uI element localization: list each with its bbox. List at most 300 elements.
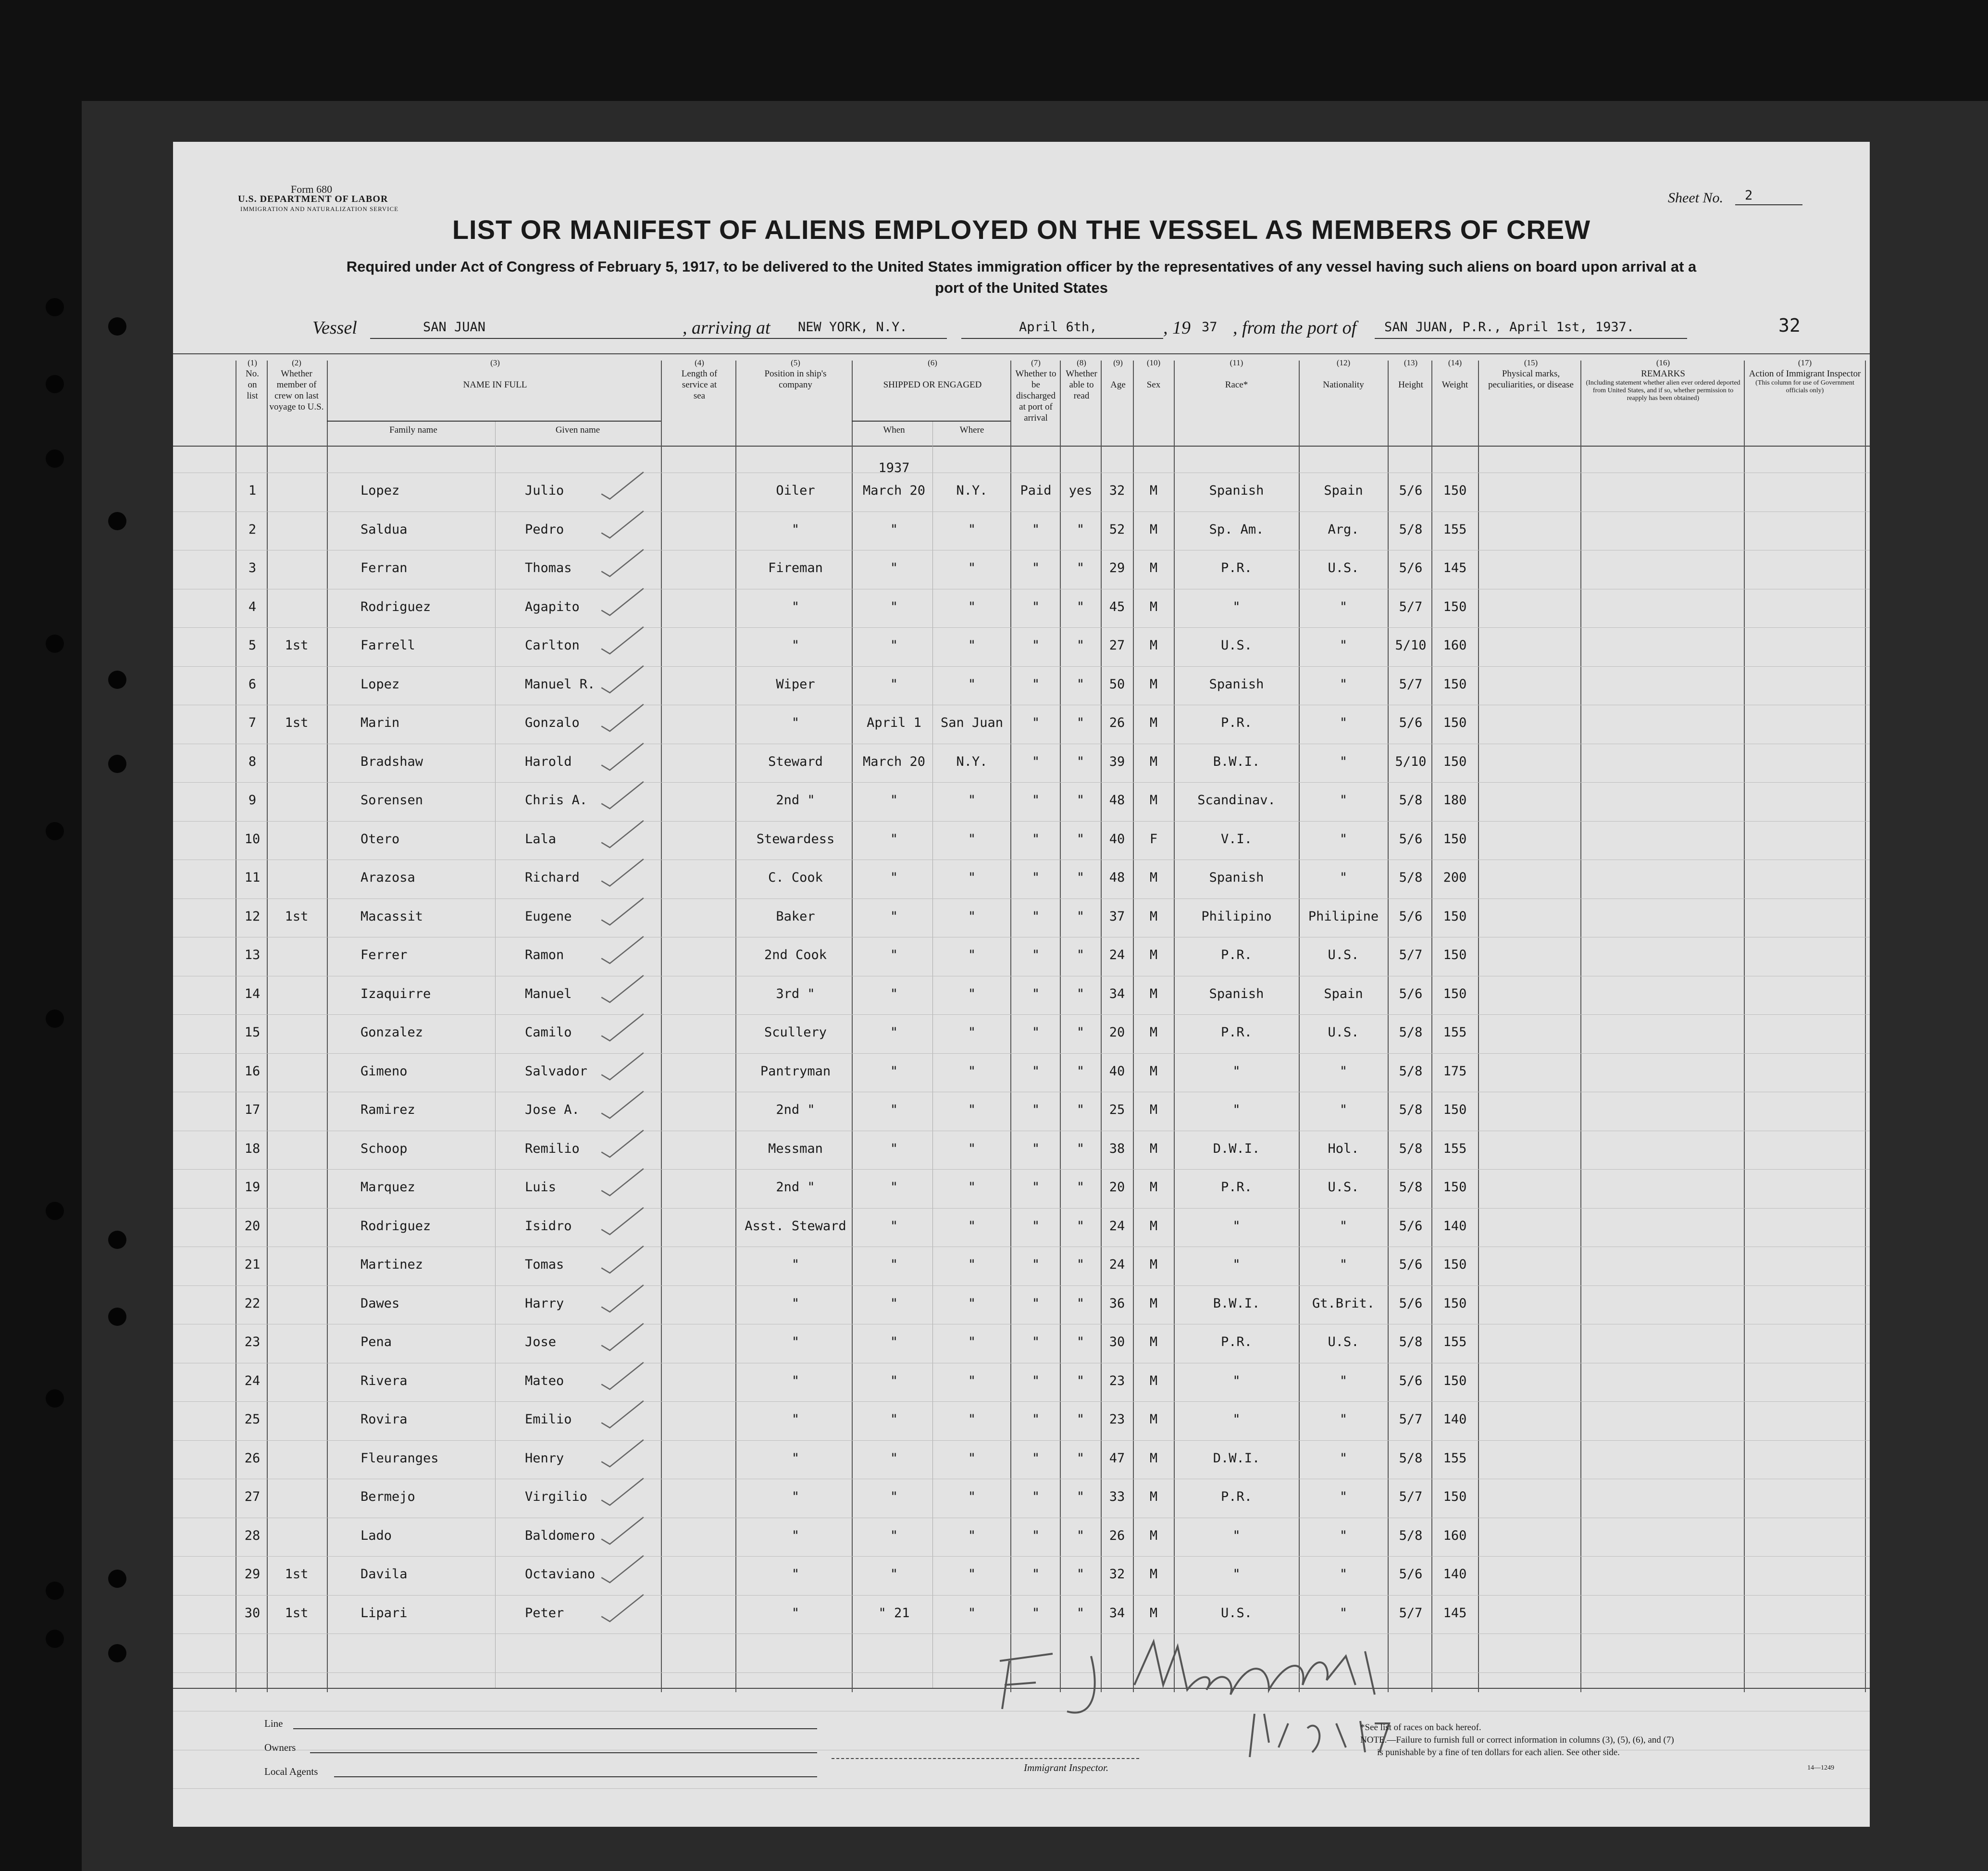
cell-when: April 1 [867,715,921,730]
cell-weight: 145 [1443,561,1467,575]
cell-nationality: " [1339,599,1348,614]
cell-family: Sorensen [360,793,423,808]
cell-when: " [890,1102,898,1117]
col6-when-header: When [883,425,905,435]
cell-given: Octaviano [525,1567,596,1582]
cell-sex: M [1149,1412,1158,1427]
subheader-divider [327,421,661,422]
cell-sex: F [1149,831,1158,847]
cell-sex: M [1149,1567,1158,1582]
check-mark [596,1049,649,1083]
binder-hole [46,1389,64,1408]
cell-read: " [1076,1296,1085,1311]
cell-age: 48 [1109,793,1125,808]
cell-weight: 150 [1443,1489,1467,1504]
cell-height: 5/8 [1399,1450,1423,1466]
cell-no: 30 [244,1605,261,1621]
cell-nationality: Spain [1324,483,1363,498]
cell-age: 25 [1109,1102,1125,1117]
cell-discharged: " [1031,1335,1040,1349]
col9-header [1103,357,1133,390]
cell-family: Marin [360,715,400,730]
binder-hole [46,1202,64,1220]
column-divider [1060,361,1061,1692]
cell-read: " [1076,793,1085,808]
cell-discharged: " [1031,1412,1040,1427]
cell-where: " [968,638,976,653]
cell-when: " [890,1335,898,1349]
cell-when: " [890,676,898,692]
col17-header [1747,357,1863,395]
col1-num: (1) [248,358,257,367]
cell-discharged: " [1031,1102,1040,1117]
cell-discharged: " [1031,1257,1040,1272]
column-divider [1744,361,1745,1692]
cell-no: 10 [244,831,261,847]
cell-weight: 150 [1443,831,1467,847]
cell-age: 32 [1109,1567,1125,1582]
subtitle-line-1: Required under Act of Congress of February 5, 1917, to be delivered to the United States immigration officer by the representatives of any vessel having such aliens on board upon arrival at a [346,258,1697,275]
cell-when: March 20 [862,754,926,769]
cell-discharged: " [1031,793,1040,808]
col8-num: (8) [1077,358,1086,367]
cell-given: Tomas [525,1257,564,1272]
cell-given: Julio [525,483,564,498]
binder-hole [46,298,64,316]
check-mark [596,662,649,696]
cell-when: " [890,1141,898,1156]
cell-weight: 150 [1443,483,1467,498]
cell-when: " [890,1489,898,1504]
cell-read: " [1076,1257,1085,1272]
cell-given: Remilio [525,1141,580,1156]
cell-discharged: " [1031,1141,1040,1156]
cell-family: Gonzalez [360,1025,423,1040]
cell-nationality: " [1339,793,1348,808]
cell-sex: M [1149,483,1158,498]
cell-no: 27 [244,1489,261,1504]
col15-label: Physical marks, peculiarities, or disease [1488,369,1574,390]
col1-label: No. on list [246,369,259,401]
col5-label: Position in ship's company [764,369,827,390]
cell-where: " [968,599,976,614]
check-mark [596,701,649,735]
cell-where: " [968,948,976,962]
cell-where: " [968,1528,976,1543]
cell-when: " [890,1373,898,1388]
cell-height: 5/8 [1399,1180,1423,1195]
cell-race: P.R. [1220,1025,1253,1040]
cell-where: " [968,1489,976,1504]
cell-read: " [1076,1218,1085,1234]
check-mark [596,895,649,928]
check-mark [596,1243,649,1276]
cell-given: Harry [525,1296,564,1311]
binder-hole [108,1231,126,1249]
cell-height: 5/8 [1399,1025,1423,1040]
cell-discharged: Paid [1020,483,1052,498]
row-rule [173,1053,1870,1054]
cell-when: " [890,1218,898,1234]
cell-read: " [1076,1489,1085,1504]
cell-read: " [1076,522,1085,537]
check-mark [596,1088,649,1122]
check-mark [596,778,649,812]
cell-height: 5/8 [1399,1335,1423,1349]
cell-family: Gimeno [360,1063,408,1079]
cell-given: Ramon [525,948,564,962]
cell-read: " [1076,638,1085,653]
cell-position: Oiler [776,483,815,498]
cell-nationality: " [1339,676,1348,692]
cell-race: " [1232,1412,1241,1427]
cell-last: 1st [285,1567,309,1582]
cell-no: 9 [248,793,257,808]
cell-nationality: " [1339,1567,1348,1582]
col9-label: Age [1110,380,1126,390]
cell-given: Thomas [525,561,572,575]
cell-given: Chris A. [525,793,588,808]
cell-discharged: " [1031,1605,1040,1621]
col8-header [1062,357,1101,401]
check-mark [596,1436,649,1470]
cell-read: yes [1069,483,1093,498]
cell-no: 21 [244,1257,261,1272]
cell-family: Rodriguez [360,599,431,614]
cell-where: " [968,522,976,537]
cell-height: 5/6 [1399,483,1423,498]
binder-hole [108,512,126,530]
cell-age: 33 [1109,1489,1125,1504]
owners-field [310,1752,817,1753]
cell-no: 28 [244,1528,261,1543]
owners-label: Owners [264,1742,296,1753]
check-mark [596,1397,649,1431]
cell-height: 5/6 [1399,1296,1423,1311]
cell-position: Scullery [764,1025,827,1040]
cell-weight: 150 [1443,754,1467,769]
cell-weight: 150 [1443,676,1467,692]
cell-position: Pantryman [760,1063,831,1079]
cell-when: " [890,1257,898,1272]
cell-age: 23 [1109,1373,1125,1388]
row-rule [173,1169,1870,1170]
check-mark [596,1282,649,1315]
cell-race: P.R. [1220,561,1253,575]
cell-given: Harold [525,754,572,769]
col12-header [1300,357,1387,390]
from-port-line [1375,338,1687,339]
cell-family: Rovira [360,1412,408,1427]
service-name: IMMIGRATION AND NATURALIZATION SERVICE [240,205,399,212]
cell-race: U.S. [1220,1605,1253,1621]
subcolumn-divider [932,421,933,1688]
cell-position: Messman [768,1141,823,1156]
cell-discharged: " [1031,1528,1040,1543]
cell-position: 2nd " [776,1180,815,1195]
cell-position: Stewardess [756,831,835,847]
check-mark [596,469,649,502]
column-divider [1010,361,1011,1692]
cell-where: " [968,793,976,808]
cell-position: " [791,1450,800,1466]
cell-sex: M [1149,1257,1158,1272]
print-code: 14—1249 [1807,1764,1834,1771]
cell-sex: M [1149,1489,1158,1504]
cell-race: " [1232,599,1241,614]
cell-given: Pedro [525,522,564,537]
col5-num: (5) [791,358,800,367]
cell-sex: M [1149,1296,1158,1311]
form-title: LIST OR MANIFEST OF ALIENS EMPLOYED ON THE VESSEL AS MEMBERS OF CREW [452,214,1591,245]
cell-given: Manuel [525,986,572,1001]
cell-height: 5/6 [1399,561,1423,575]
cell-no: 29 [244,1567,261,1582]
cell-height: 5/10 [1395,754,1427,769]
sheet-label: Sheet No. [1668,190,1723,206]
cell-position: " [791,599,800,614]
check-mark [596,856,649,889]
col3-label: NAME IN FULL [463,380,527,390]
cell-family: Ferrer [360,948,408,962]
cell-age: 32 [1109,483,1125,498]
cell-discharged: " [1031,599,1040,614]
cell-no: 15 [244,1025,261,1040]
table-top-border [173,353,1870,354]
cell-race: Spanish [1209,870,1264,885]
cell-nationality: " [1339,754,1348,769]
cell-sex: M [1149,1450,1158,1466]
cell-read: " [1076,1180,1085,1195]
year-prefix: , 19 [1163,318,1191,338]
line-field [293,1728,817,1729]
cell-race: B.W.I. [1213,754,1260,769]
binder-hole [108,1644,126,1662]
cell-race: P.R. [1220,1489,1253,1504]
cell-age: 34 [1109,986,1125,1001]
cell-when: " [890,599,898,614]
cell-given: Camilo [525,1025,572,1040]
cell-given: Lala [525,831,557,847]
cell-read: " [1076,561,1085,575]
cell-given: Baldomero [525,1528,596,1543]
cell-race: " [1232,1528,1241,1543]
col3-given-header: Given name [555,425,600,435]
cell-height: 5/7 [1399,676,1423,692]
cell-position: Asst. Steward [745,1218,846,1234]
cell-when: March 20 [862,483,926,498]
column-divider [735,361,736,1692]
col8-label: Whether able to read [1066,369,1097,401]
cell-age: 20 [1109,1025,1125,1040]
cell-position: Baker [776,909,815,924]
cell-where: N.Y. [956,754,988,769]
row-rule [173,1595,1870,1596]
cell-discharged: " [1031,638,1040,653]
from-port: SAN JUAN, P.R., April 1st, 1937. [1384,320,1635,335]
cell-weight: 160 [1443,1528,1467,1543]
cell-read: " [1076,1335,1085,1349]
cell-nationality: U.S. [1328,948,1359,962]
cell-when: " [890,909,898,924]
cell-read: " [1076,1528,1085,1543]
cell-read: " [1076,870,1085,885]
col4-label: Length of service at sea [681,369,718,401]
cell-when: " [890,1025,898,1040]
date-line [961,338,1163,339]
cell-height: 5/6 [1399,831,1423,847]
cell-nationality: " [1339,638,1348,653]
row-rule [173,666,1870,667]
row-rule [173,1401,1870,1402]
cell-when: " 21 [878,1605,910,1621]
binder-hole [46,449,64,468]
cell-height: 5/10 [1395,638,1427,653]
cell-given: Salvador [525,1063,588,1079]
arrival-date: April 6th, [1019,320,1097,335]
cell-height: 5/6 [1399,986,1423,1001]
cell-read: " [1076,1605,1085,1621]
cell-where: San Juan [940,715,1004,730]
cell-read: " [1076,1567,1085,1582]
check-mark [596,1552,649,1586]
cell-nationality: " [1339,831,1348,847]
row-rule [173,1285,1870,1286]
col12-num: (12) [1336,358,1351,367]
cell-no: 26 [244,1450,261,1466]
cell-height: 5/8 [1399,522,1423,537]
cell-no: 19 [244,1180,261,1195]
cell-family: Izaquirre [360,986,431,1001]
col13-header [1389,357,1432,390]
cell-age: 36 [1109,1296,1125,1311]
cell-when: " [890,1412,898,1427]
cell-when: " [890,1296,898,1311]
cell-given: Jose [525,1335,557,1349]
cell-given: Richard [525,870,580,885]
binder-hole [108,1570,126,1588]
cell-read: " [1076,1412,1085,1427]
cell-no: 14 [244,986,261,1001]
binder-hole [108,1308,126,1326]
cell-age: 45 [1109,599,1125,614]
col10-num: (10) [1146,358,1161,367]
cell-weight: 180 [1443,793,1467,808]
cell-no: 22 [244,1296,261,1311]
cell-family: Marquez [360,1180,415,1195]
form-subtitle [245,256,1798,299]
cell-family: Dawes [360,1296,400,1311]
races-note: *See list of races on back hereof. [1360,1722,1481,1733]
cell-height: 5/8 [1399,870,1423,885]
arriving-label: , arriving at [683,318,770,338]
page-number: 32 [1778,315,1801,336]
sheet-number-line [1735,204,1802,205]
col11-header [1175,357,1298,390]
cell-weight: 150 [1443,986,1467,1001]
binder-hole [46,1582,64,1600]
cell-no: 16 [244,1063,261,1079]
cell-age: 26 [1109,715,1125,730]
cell-where: " [968,1412,976,1427]
cell-sex: M [1149,676,1158,692]
col17-sub: (This column for use of Government officials only) [1755,379,1854,394]
cell-given: Carlton [525,638,580,653]
binder-hole [108,671,126,689]
fine-note: NOTE.—Failure to furnish full or correct information in columns (3), (5), (6), and (7) [1360,1735,1674,1745]
cell-where: " [968,1605,976,1621]
cell-where: " [968,986,976,1001]
cell-position: " [791,522,800,537]
cell-family: Bermejo [360,1489,415,1504]
cell-height: 5/7 [1399,1605,1423,1621]
cell-nationality: " [1339,1605,1348,1621]
col14-num: (14) [1448,358,1462,367]
cell-discharged: " [1031,909,1040,924]
cell-position: " [791,1373,800,1388]
cell-when: " [890,1528,898,1543]
cell-when: " [890,986,898,1001]
sheet-number: 2 [1745,188,1753,203]
cell-age: 40 [1109,1063,1125,1079]
cell-position: " [791,638,800,653]
cell-no: 5 [248,638,257,653]
col2-label: Whether member of crew on last voyage to U.S. [269,369,324,412]
cell-given: Emilio [525,1412,572,1427]
row-rule [173,1788,1870,1789]
cell-nationality: " [1339,1450,1348,1466]
cell-age: 37 [1109,909,1125,924]
cell-height: 5/6 [1399,1257,1423,1272]
cell-race: P.R. [1220,1180,1253,1195]
cell-sex: M [1149,870,1158,885]
cell-race: " [1232,1102,1241,1117]
col3-num: (3) [490,358,500,367]
cell-position: Steward [768,754,823,769]
col14-header [1433,357,1477,390]
year-marker: 1937 [878,461,910,475]
col1-header [240,357,264,401]
cell-position: 2nd " [776,793,815,808]
cell-family: Lado [360,1528,392,1543]
cell-discharged: " [1031,715,1040,730]
cell-when: " [890,793,898,808]
cell-family: Ferran [360,561,408,575]
cell-read: " [1076,599,1085,614]
cell-sex: M [1149,948,1158,962]
cell-family: Farrell [360,638,415,653]
cell-weight: 155 [1443,522,1467,537]
cell-where: " [968,1335,976,1349]
row-rule [173,1440,1870,1441]
cell-given: Mateo [525,1373,564,1388]
cell-nationality: " [1339,1412,1348,1427]
cell-age: 40 [1109,831,1125,847]
cell-height: 5/7 [1399,948,1423,962]
year-suffix: 37 [1202,320,1218,335]
cell-age: 48 [1109,870,1125,885]
cell-race: V.I. [1220,831,1253,847]
cell-family: Macassit [360,909,423,924]
col14-label: Weight [1441,380,1468,390]
cell-no: 13 [244,948,261,962]
check-mark [596,740,649,773]
cell-read: " [1076,1102,1085,1117]
cell-discharged: " [1031,1180,1040,1195]
cell-read: " [1076,948,1085,962]
local-agents-field [334,1776,817,1777]
cell-family: Davila [360,1567,408,1582]
